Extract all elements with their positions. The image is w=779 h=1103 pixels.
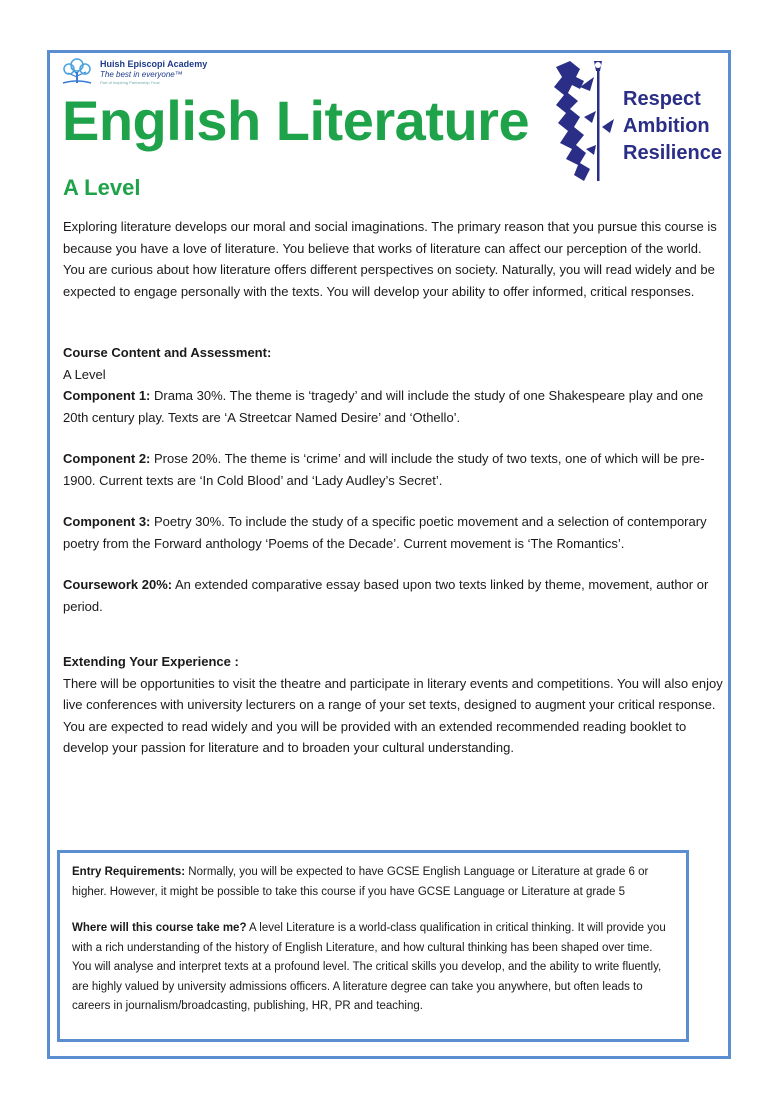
tree-logo-icon [58,56,96,86]
component-1-text: Drama 30%. The theme is ‘tragedy’ and will include the study of one Shakespeare play and one 20th century play. Texts are ‘A Streetcar Named Desire’ and ‘Othello’. [63,388,704,425]
course-level: A Level [63,366,106,382]
course-destination [72,919,674,1017]
experience-heading: Extending Your Experience : [63,654,239,669]
component-3-label: Component 3: [63,514,151,529]
main-content [63,216,723,759]
component-3-text: Poetry 30%. To include the study of a specific poetic movement and a selection of contemporary poetry from the Forward anthology ‘Poems of the Decade’. Current movement is ‘The Romantics’. [63,514,707,551]
school-logo [58,56,208,90]
school-values [623,86,722,167]
school-small-print: Part of Inspiring Partnership Trust [100,80,160,85]
component-1 [63,385,723,428]
component-2-text: Prose 20%. The theme is ‘crime’ and will include the study of two texts, one of which will be pre-1900. Current texts are ‘In Cold Blood’ and ‘Lady Audley’s Secret’. [63,451,705,488]
coursework-label: Coursework 20%: [63,577,173,592]
page-subtitle: A Level [63,175,141,200]
component-1-label: Component 1: [63,388,151,403]
component-3 [63,511,723,554]
coursework-text: An extended comparative essay based upon two texts linked by theme, movement, author or period. [63,577,709,614]
entry-label: Entry Requirements: [72,866,186,878]
experience-paragraph: There will be opportunities to visit the theatre and participate in literary events and competitions. You will also enjoy live conferences with university lecturers on a range of your set texts, designed to augment your critical response. You are expected to read widely and you will be provided with an extended recommended reading booklet to develop your passion for literature and to broaden your cultural understanding. [63,675,723,755]
value-respect: Respect [623,88,701,110]
value-resilience: Resilience [623,142,722,164]
future-label: Where will this course take me? [72,922,247,934]
school-name: Huish Episcopi Academy [100,59,208,69]
page-title: English Literature [62,89,530,152]
entry-requirements [72,863,674,902]
course-heading: Course Content and Assessment: [63,345,272,360]
value-ambition: Ambition [623,115,710,137]
coursework [63,574,723,617]
school-tagline: The best in everyone™ [100,70,183,79]
component-2-label: Component 2: [63,451,151,466]
wyvern-crest-icon [550,57,620,189]
future-text: A level Literature is a world-class qualification in critical thinking. It will provide you with a rich understanding of the history of English Literature, and how cultural thinking has been shaped over time. You will analyse and interpret texts at a profound level. The critical skills you develop, and the ability to write fluently, are highly valued by university admissions officers. A literature degree can take you anywhere, but often leads to careers in journalism/broadcasting, publishing, HR, PR and teaching. [72,922,666,1012]
component-2 [63,448,723,491]
entry-text: Normally, you will be expected to have GCSE English Language or Literature at grade 6 or higher. However, it might be possible to take this course if you have GCSE Language or Literature at grade 5 [72,866,649,898]
entry-requirements-box [57,850,689,1042]
intro-paragraph: Exploring literature develops our moral and social imaginations. The primary reason that you pursue this course is because you have a love of literature. You believe that works of literature can affect our perception of the world. You are curious about how literature offers different perspectives on society. Naturally, you will read widely and be expected to engage personally with the texts. You will develop your ability to offer informed, critical responses. [63,219,717,299]
